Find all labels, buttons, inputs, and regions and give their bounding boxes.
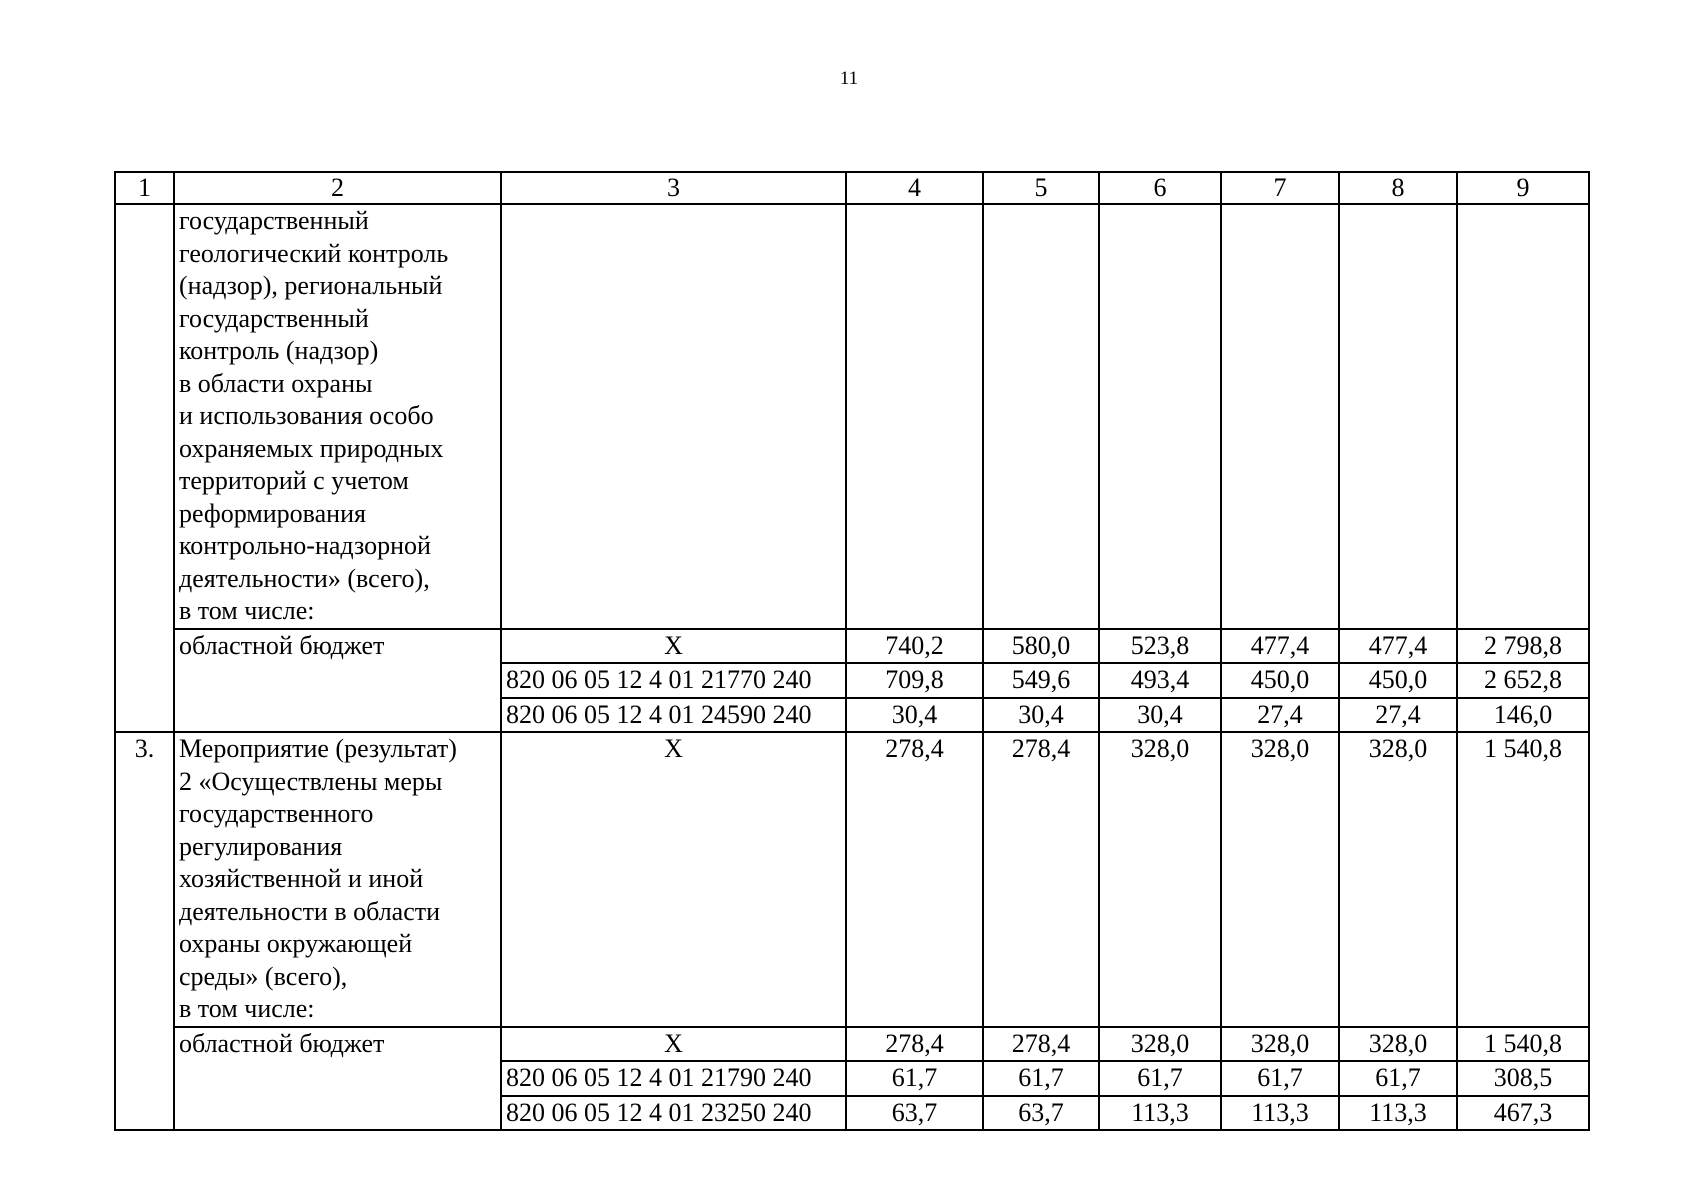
column-number-cell: 4	[846, 172, 983, 204]
budget-code-cell: 820 06 05 12 4 01 21770 240	[501, 663, 846, 698]
table-row	[115, 1027, 1589, 1062]
value-cell: 740,2	[846, 629, 983, 664]
value-cell: 493,4	[1099, 663, 1221, 698]
value-cell: 61,7	[1339, 1061, 1457, 1096]
value-cell: 63,7	[846, 1096, 983, 1131]
budget-table	[114, 171, 1590, 1131]
row-number-cell	[115, 204, 174, 732]
value-cell: 113,3	[1099, 1096, 1221, 1131]
empty-cell	[983, 204, 1099, 629]
column-number-cell: 3	[501, 172, 846, 204]
value-cell: 549,6	[983, 663, 1099, 698]
value-cell: 30,4	[1099, 698, 1221, 733]
column-number-cell: 7	[1221, 172, 1339, 204]
value-cell: 61,7	[1221, 1061, 1339, 1096]
value-cell: 113,3	[1339, 1096, 1457, 1131]
column-number-cell: 2	[174, 172, 501, 204]
total-cell: 467,3	[1457, 1096, 1589, 1131]
column-number-cell: 9	[1457, 172, 1589, 204]
value-cell: 328,0	[1099, 732, 1221, 1027]
value-cell: 278,4	[983, 1027, 1099, 1062]
column-number-cell: 8	[1339, 172, 1457, 204]
value-cell: 30,4	[846, 698, 983, 733]
budget-code-cell: 820 06 05 12 4 01 23250 240	[501, 1096, 846, 1131]
column-number-cell: 6	[1099, 172, 1221, 204]
page-number: 11	[839, 68, 859, 89]
value-cell: 328,0	[1339, 1027, 1457, 1062]
value-cell: 278,4	[983, 732, 1099, 1027]
value-cell: 30,4	[983, 698, 1099, 733]
empty-cell	[846, 204, 983, 629]
budget-code-cell: 820 06 05 12 4 01 21790 240	[501, 1061, 846, 1096]
value-cell: 61,7	[983, 1061, 1099, 1096]
column-number-row	[115, 172, 1589, 204]
value-cell: 328,0	[1221, 1027, 1339, 1062]
total-cell: 146,0	[1457, 698, 1589, 733]
empty-cell	[1339, 204, 1457, 629]
value-cell: 709,8	[846, 663, 983, 698]
total-cell: 1 540,8	[1457, 732, 1589, 1027]
value-cell: 27,4	[1221, 698, 1339, 733]
empty-cell	[1221, 204, 1339, 629]
total-cell: 2 798,8	[1457, 629, 1589, 664]
budget-source-label: областной бюджет	[174, 629, 501, 733]
column-number-cell: 5	[983, 172, 1099, 204]
value-cell: 328,0	[1339, 732, 1457, 1027]
table-row	[115, 629, 1589, 664]
budget-code-cell: X	[501, 1027, 846, 1062]
value-cell: 477,4	[1339, 629, 1457, 664]
value-cell: 580,0	[983, 629, 1099, 664]
value-cell: 450,0	[1339, 663, 1457, 698]
total-cell: 308,5	[1457, 1061, 1589, 1096]
value-cell: 477,4	[1221, 629, 1339, 664]
empty-cell	[1099, 204, 1221, 629]
column-number-cell: 1	[115, 172, 174, 204]
table-row	[115, 204, 1589, 629]
budget-source-label: областной бюджет	[174, 1027, 501, 1131]
row-number-cell: 3.	[115, 732, 174, 1130]
value-cell: 278,4	[846, 1027, 983, 1062]
value-cell: 63,7	[983, 1096, 1099, 1131]
empty-cell	[501, 204, 846, 629]
table-row	[115, 732, 1589, 1027]
total-cell: 1 540,8	[1457, 1027, 1589, 1062]
budget-code-cell: 820 06 05 12 4 01 24590 240	[501, 698, 846, 733]
value-cell: 328,0	[1099, 1027, 1221, 1062]
value-cell: 328,0	[1221, 732, 1339, 1027]
value-cell: 278,4	[846, 732, 983, 1027]
value-cell: 113,3	[1221, 1096, 1339, 1131]
value-cell: 61,7	[1099, 1061, 1221, 1096]
budget-code-cell: X	[501, 629, 846, 664]
measure-description: государственный геологический контроль (надзор), региональный государственный контроль (надзор) в области охраны и использования особо охраняемых природных территорий с учетом реформирования контрольно-надзорной деятельности» (всего), в том числе:	[174, 204, 501, 629]
value-cell: 61,7	[846, 1061, 983, 1096]
empty-cell	[1457, 204, 1589, 629]
measure-description: Мероприятие (результат) 2 «Осуществлены меры государственного регулирования хозяйственной и иной деятельности в области охраны окружающей среды» (всего), в том числе:	[174, 732, 501, 1027]
total-cell: 2 652,8	[1457, 663, 1589, 698]
value-cell: 523,8	[1099, 629, 1221, 664]
value-cell: 27,4	[1339, 698, 1457, 733]
budget-code-cell: X	[501, 732, 846, 1027]
value-cell: 450,0	[1221, 663, 1339, 698]
